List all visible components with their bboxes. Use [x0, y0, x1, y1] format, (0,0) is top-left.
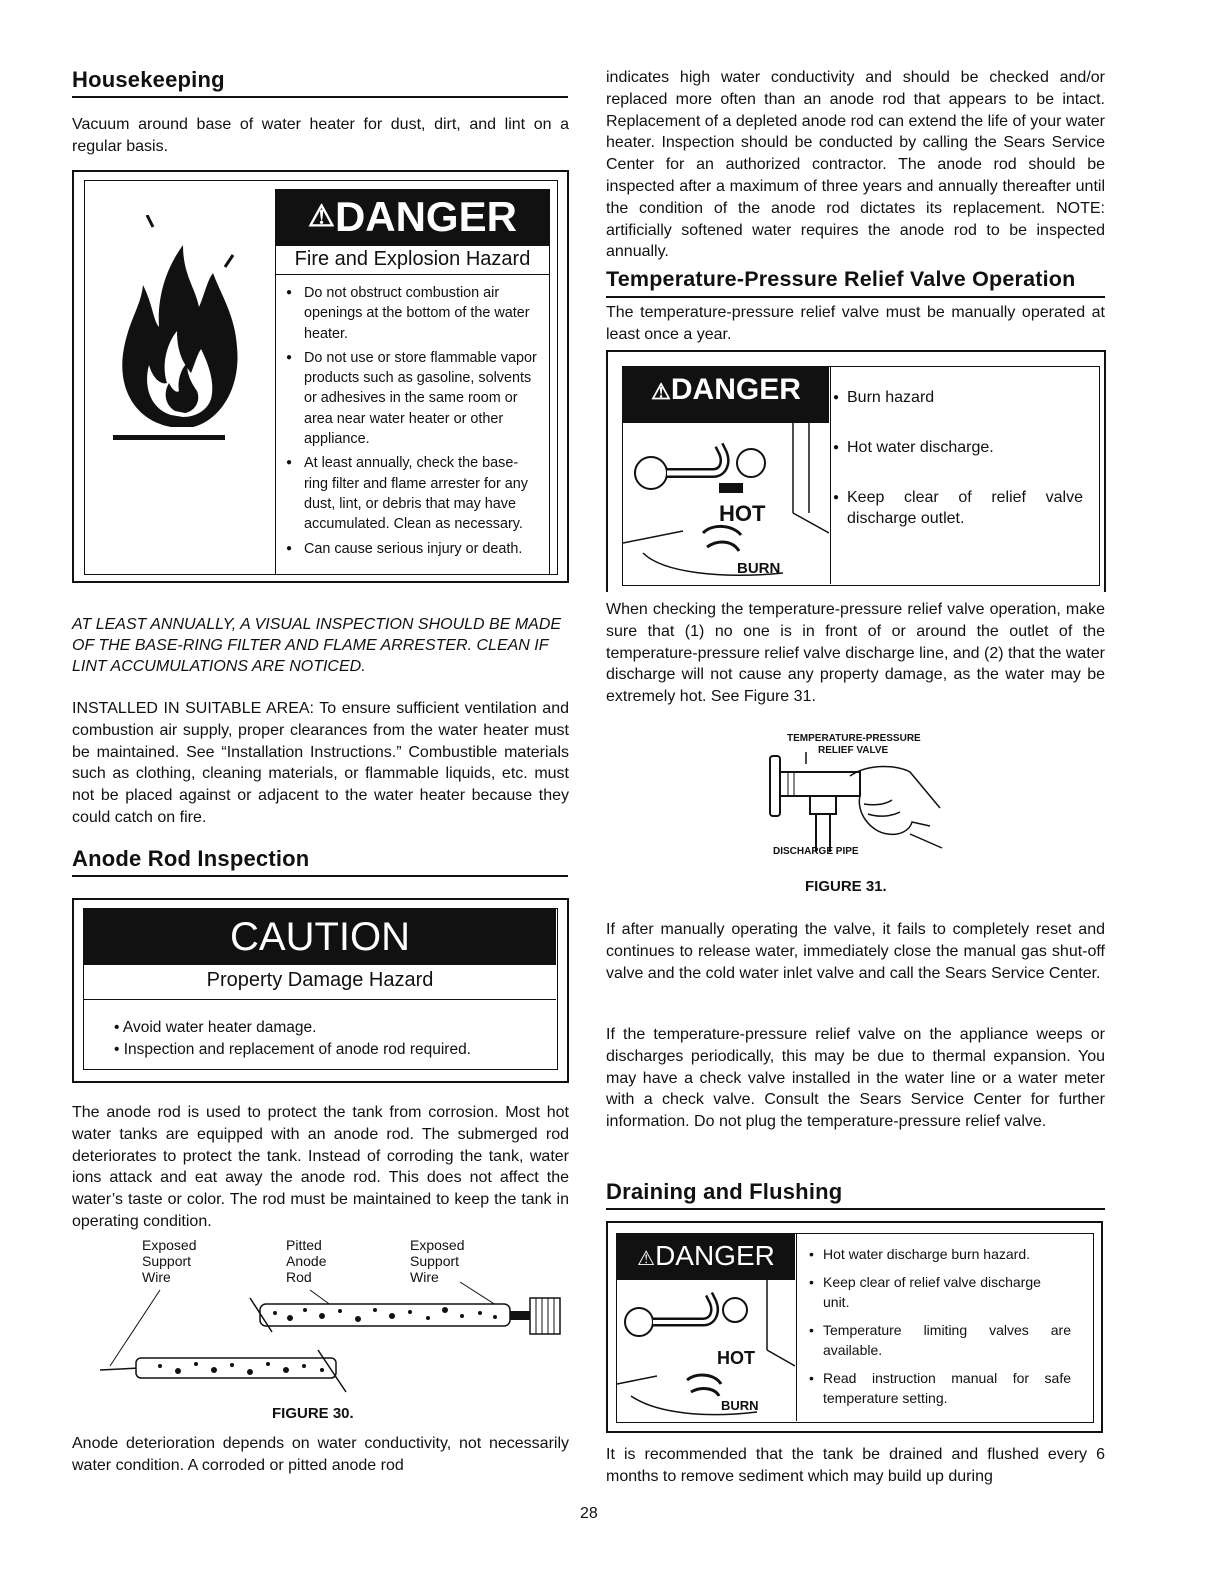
flame-icon: [113, 215, 253, 445]
caution-box: [72, 898, 569, 1083]
danger-item-list: [286, 283, 541, 559]
hot-label: HOT: [719, 501, 766, 526]
weeps-paragraph: If the temperature-pressure relief valve on the appliance weeps or discharges periodically, this may be due to thermal expansion. You may have a check valve installed in the water line or a water meter with a check valve. Consult the Sears Service Center for further information. Do not plug the temperature-pressure relief valve.: [606, 1026, 1105, 1131]
danger-banner-text: DANGER: [334, 193, 517, 240]
figure30-label-exposed-wire-right: Exposed Support Wire: [410, 1237, 465, 1285]
tp-danger-item: ● Keep clear of relief valve discharge outlet.: [833, 489, 1083, 527]
housekeeping-paragraph: Vacuum around base of water heater for dust, dirt, and lint on a regular basis.: [72, 116, 569, 155]
heading-rule: [72, 875, 568, 877]
danger-subtitle: Fire and Explosion Hazard: [275, 245, 550, 275]
danger-item: ● Do not obstruct combustion air openings at the bottom of the water heater.: [286, 283, 541, 344]
draining-heading: Draining and Flushing: [606, 1179, 843, 1204]
danger-item: ● Can cause serious injury or death.: [286, 539, 541, 559]
tp-danger-box: [606, 350, 1106, 592]
danger-items-frame: [275, 275, 550, 575]
figure31-label-discharge-pipe: DISCHARGE PIPE: [773, 846, 859, 857]
faucet-burn-icon: [617, 1280, 795, 1420]
warning-triangle-icon: ⚠: [308, 200, 335, 233]
relief-valve-illustration: [760, 752, 960, 852]
tp-danger-item: ● Hot water discharge.: [833, 439, 994, 456]
page-number: 28: [580, 1505, 598, 1522]
caution-item: • Avoid water heater damage.: [114, 1019, 317, 1036]
danger-banner: [623, 367, 829, 423]
drain-danger-item: • Hot water discharge burn hazard.: [809, 1246, 1030, 1262]
anode-paragraph: The anode rod is used to protect the tank from corrosion. Most hot water tanks are equipped with an anode rod. The submerged rod deteriorates to protect the tank. Instead of corroding the tank, water ions attack and eat away the anode rod. This does not affect the water’s taste or color. The rod must be maintained to keep the tank in operating condition.: [72, 1104, 569, 1230]
heading-rule: [72, 96, 568, 98]
fire-danger-box: [72, 170, 569, 583]
figure31-label-valve-1: TEMPERATURE-PRESSURE: [787, 733, 921, 744]
warning-triangle-icon: ⚠: [651, 379, 671, 404]
figure30-label-pitted-anode: Pitted Anode Rod: [286, 1237, 327, 1285]
anode-continued-paragraph: indicates high water conductivity and should be checked and/or replaced more often than an anode rod that appears to be intact. Replacement of a depleted anode rod can extend the life of your water heater. Inspection should be conducted by calling the Sears Service Center for an authorized contractor. The anode rod should be inspected after a maximum of three years and annually thereafter until the condition of the anode rod dictates its replacement. NOTE: artificially softened water requires the anode rod to be inspected annually.: [606, 69, 1105, 261]
danger-item: ● At least annually, check the base-ring filter and flame arrester for any dust, lint, or debris that may have accumulated. Clean as necessary.: [286, 453, 541, 534]
drain-danger-item: • Read instruction manual for safe temperature setting.: [809, 1370, 1071, 1406]
tp-intro-paragraph: The temperature-pressure relief valve must be manually operated at least once a year.: [606, 304, 1105, 343]
drain-danger-item-list: [809, 1244, 1071, 1408]
faucet-burn-icon: [623, 423, 829, 583]
tp-danger-pictogram: [623, 367, 831, 584]
caution-inner-frame: [83, 908, 558, 1070]
tp-danger-item-list: [833, 387, 1083, 529]
reset-paragraph: If after manually operating the valve, it fails to completely reset and continues to release water, immediately close the manual gas shut-off valve and the cold water inlet valve and call the Sears Service Center.: [606, 921, 1105, 982]
danger-banner: [617, 1234, 795, 1280]
burn-label: BURN: [721, 1398, 759, 1413]
danger-banner-text: DANGER: [655, 1240, 775, 1271]
heading-rule: [606, 1208, 1105, 1210]
anode-heading: Anode Rod Inspection: [72, 846, 310, 871]
danger-banner-text: DANGER: [670, 373, 801, 406]
heading-rule: [606, 296, 1105, 298]
drain-danger-inner-frame: [616, 1233, 1094, 1423]
danger-item: ● Do not use or store flammable vapor products such as gasoline, solvents or adhesives in the same room or area near water heater or other appliance.: [286, 348, 541, 449]
anode-rod-illustration: [100, 1280, 570, 1400]
figure30-label-exposed-wire-left: Exposed Support Wire: [142, 1237, 197, 1285]
figure31-caption: FIGURE 31.: [805, 878, 887, 895]
annual-inspection-note: AT LEAST ANNUALLY, A VISUAL INSPECTION SHOULD BE MADE OF THE BASE-RING FILTER AND FLAME ARRESTER. CLEAN IF LINT ACCUMULATIONS ARE NOTICED.: [72, 616, 562, 675]
caution-item: • Inspection and replacement of anode rod required.: [114, 1041, 471, 1058]
housekeeping-heading: Housekeeping: [72, 67, 225, 92]
tp-danger-inner-frame: [622, 366, 1100, 586]
figure30-caption: FIGURE 30.: [272, 1405, 354, 1422]
caution-item-list: [114, 1017, 471, 1061]
drain-danger-box: [606, 1221, 1103, 1433]
danger-banner: [275, 189, 550, 245]
warning-triangle-icon: ⚠: [637, 1248, 656, 1270]
tp-valve-heading: Temperature-Pressure Relief Valve Operation: [606, 267, 1076, 291]
tp-danger-item: ● Burn hazard: [833, 389, 935, 406]
drain-danger-item: • Keep clear of relief valve discharge unit.: [809, 1274, 1041, 1310]
anode-deterioration-paragraph: Anode deterioration depends on water conductivity, not necessarily water condition. A corroded or pitted anode rod: [72, 1435, 569, 1474]
hot-label: HOT: [717, 1348, 755, 1368]
installed-paragraph: INSTALLED IN SUITABLE AREA: To ensure sufficient ventilation and combustion air supply, proper clearances from the water heater must be maintained. See “Installation Instructions.” Combustible materials such as clothing, cleaning materials, or flammable liquids, etc. must not be placed against or adjacent to the water heater because they could catch on fire.: [72, 700, 569, 826]
figure31-label-valve-2: RELIEF VALVE: [818, 745, 889, 756]
checking-paragraph: When checking the temperature-pressure relief valve operation, make sure that (1) no one is in front of or around the outlet of the temperature-pressure relief valve discharge line, and (2) that the water discharge will not cause any property damage, as the water may be extremely hot. See Figure 31.: [606, 601, 1105, 706]
drain-danger-pictogram: [617, 1234, 797, 1421]
drain-danger-item: • Temperature limiting valves are available.: [809, 1322, 1071, 1358]
caution-subtitle: Property Damage Hazard: [84, 965, 556, 1000]
drain-paragraph: It is recommended that the tank be drained and flushed every 6 months to remove sediment which may build up during: [606, 1446, 1105, 1485]
burn-label: BURN: [737, 560, 781, 577]
caution-banner: CAUTION: [84, 909, 556, 965]
fire-danger-inner-frame: [84, 180, 558, 575]
